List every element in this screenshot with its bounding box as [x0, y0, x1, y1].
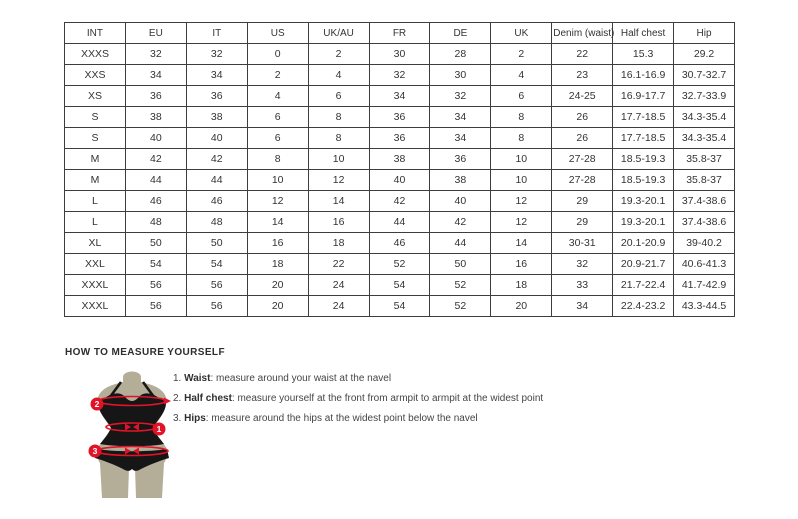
table-cell: 24 [308, 296, 369, 317]
table-cell: 39-40.2 [674, 233, 735, 254]
table-cell: 29.2 [674, 44, 735, 65]
table-row [65, 107, 735, 128]
table-cell: 6 [308, 86, 369, 107]
table-cell: 38 [430, 170, 491, 191]
table-cell: 40 [186, 128, 247, 149]
column-header: Denim (waist) [552, 23, 613, 44]
table-cell: 18.5-19.3 [613, 149, 674, 170]
table-cell: 54 [369, 296, 430, 317]
column-header: INT [65, 23, 126, 44]
badge-3 [89, 445, 102, 458]
table-cell: 18 [247, 254, 308, 275]
size-table-body [65, 44, 735, 317]
column-header: IT [186, 23, 247, 44]
size-conversion-table [64, 22, 735, 317]
table-cell: 14 [491, 233, 552, 254]
table-cell: 4 [491, 65, 552, 86]
table-cell: 8 [247, 149, 308, 170]
measure-step: 1. Waist: measure around your waist at the navel [173, 373, 392, 384]
table-cell: 32 [369, 65, 430, 86]
table-cell: L [65, 191, 126, 212]
table-cell: 56 [186, 296, 247, 317]
table-cell: 33 [552, 275, 613, 296]
table-cell: 8 [491, 107, 552, 128]
table-row [65, 170, 735, 191]
table-cell: 16 [491, 254, 552, 275]
table-cell: 30 [369, 44, 430, 65]
table-cell: 52 [430, 275, 491, 296]
table-cell: 6 [247, 107, 308, 128]
table-cell: 32 [430, 86, 491, 107]
table-cell: 50 [125, 233, 186, 254]
table-row [65, 233, 735, 254]
table-cell: L [65, 212, 126, 233]
table-cell: 2 [491, 44, 552, 65]
table-cell: 18.5-19.3 [613, 170, 674, 191]
measure-step-label: Waist [184, 373, 211, 384]
table-cell: 46 [186, 191, 247, 212]
table-row [65, 44, 735, 65]
table-row [65, 254, 735, 275]
table-cell: 36 [369, 128, 430, 149]
table-cell: 44 [125, 170, 186, 191]
table-cell: 24 [308, 275, 369, 296]
measure-steps [173, 372, 543, 432]
table-cell: 44 [430, 233, 491, 254]
column-header: UK/AU [308, 23, 369, 44]
table-cell: 4 [247, 86, 308, 107]
table-cell: 30 [430, 65, 491, 86]
table-cell: 20 [491, 296, 552, 317]
table-cell: 42 [369, 191, 430, 212]
table-cell: 8 [308, 128, 369, 149]
table-cell: 44 [186, 170, 247, 191]
table-cell: 42 [186, 149, 247, 170]
table-row [65, 149, 735, 170]
table-cell: XL [65, 233, 126, 254]
column-header: FR [369, 23, 430, 44]
table-cell: 32 [552, 254, 613, 275]
table-cell: 2 [308, 44, 369, 65]
table-cell: 36 [430, 149, 491, 170]
table-cell: 35.8-37 [674, 170, 735, 191]
table-cell: 36 [369, 107, 430, 128]
table-cell: 52 [430, 296, 491, 317]
table-cell: 54 [369, 275, 430, 296]
column-header: US [247, 23, 308, 44]
table-cell: 36 [186, 86, 247, 107]
table-cell: XXL [65, 254, 126, 275]
table-cell: 34 [430, 107, 491, 128]
table-row [65, 86, 735, 107]
table-cell: 40 [369, 170, 430, 191]
table-cell: 19.3-20.1 [613, 212, 674, 233]
table-cell: 52 [369, 254, 430, 275]
table-cell: 4 [308, 65, 369, 86]
table-cell: 12 [308, 170, 369, 191]
table-cell: 6 [247, 128, 308, 149]
chest-arrow-right [164, 398, 171, 405]
table-cell: 26 [552, 128, 613, 149]
table-cell: 22 [308, 254, 369, 275]
table-cell: 34.3-35.4 [674, 107, 735, 128]
table-cell: 16.1-16.9 [613, 65, 674, 86]
table-cell: 14 [308, 191, 369, 212]
table-cell: 18 [491, 275, 552, 296]
table-cell: XS [65, 86, 126, 107]
table-row [65, 212, 735, 233]
table-cell: 48 [186, 212, 247, 233]
table-cell: 48 [125, 212, 186, 233]
table-cell: 40 [125, 128, 186, 149]
table-cell: 54 [125, 254, 186, 275]
table-cell: 30-31 [552, 233, 613, 254]
table-cell: 21.7-22.4 [613, 275, 674, 296]
table-cell: S [65, 128, 126, 149]
table-cell: 42 [430, 212, 491, 233]
table-cell: 20.9-21.7 [613, 254, 674, 275]
table-cell: 12 [491, 212, 552, 233]
table-cell: 38 [369, 149, 430, 170]
table-cell: 20 [247, 275, 308, 296]
measure-step-label: Hips [184, 413, 206, 424]
table-cell: 32 [125, 44, 186, 65]
mannequin-illustration [85, 370, 195, 502]
table-cell: 37.4-38.6 [674, 212, 735, 233]
table-cell: 12 [491, 191, 552, 212]
table-cell: 0 [247, 44, 308, 65]
table-cell: 42 [125, 149, 186, 170]
table-cell: 50 [186, 233, 247, 254]
table-cell: 20.1-20.9 [613, 233, 674, 254]
column-header: UK [491, 23, 552, 44]
table-cell: 34 [125, 65, 186, 86]
table-cell: 43.3-44.5 [674, 296, 735, 317]
badge-1 [153, 423, 166, 436]
table-cell: M [65, 170, 126, 191]
table-cell: 44 [369, 212, 430, 233]
table-cell: XXXL [65, 296, 126, 317]
table-cell: XXXL [65, 275, 126, 296]
table-cell: 46 [369, 233, 430, 254]
table-cell: 56 [125, 296, 186, 317]
table-cell: 34 [369, 86, 430, 107]
measurement-figure [85, 370, 195, 502]
svg-text:2: 2 [94, 399, 100, 409]
table-cell: 10 [247, 170, 308, 191]
table-cell: 30.7-32.7 [674, 65, 735, 86]
column-header: EU [125, 23, 186, 44]
table-cell: 15.3 [613, 44, 674, 65]
column-header: Hip [674, 23, 735, 44]
table-cell: 10 [308, 149, 369, 170]
table-cell: 34 [552, 296, 613, 317]
table-cell: 8 [308, 107, 369, 128]
table-cell: M [65, 149, 126, 170]
table-cell: 32.7-33.9 [674, 86, 735, 107]
measure-step: 3. Hips: measure around the hips at the widest point below the navel [173, 413, 478, 424]
table-cell: 35.8-37 [674, 149, 735, 170]
table-cell: 14 [247, 212, 308, 233]
table-cell: 23 [552, 65, 613, 86]
column-header: Half chest [613, 23, 674, 44]
table-cell: 16.9-17.7 [613, 86, 674, 107]
table-cell: 37.4-38.6 [674, 191, 735, 212]
table-cell: 10 [491, 149, 552, 170]
table-row [65, 296, 735, 317]
table-cell: 20 [247, 296, 308, 317]
table-cell: 38 [186, 107, 247, 128]
table-cell: XXS [65, 65, 126, 86]
svg-text:3: 3 [92, 446, 98, 456]
measure-step: 2. Half chest: measure yourself at the front from armpit to armpit at the widest point [173, 393, 544, 404]
table-cell: S [65, 107, 126, 128]
table-cell: 34 [430, 128, 491, 149]
table-cell: 54 [186, 254, 247, 275]
table-cell: XXXS [65, 44, 126, 65]
table-row [65, 275, 735, 296]
table-cell: 28 [430, 44, 491, 65]
table-cell: 36 [125, 86, 186, 107]
table-cell: 29 [552, 212, 613, 233]
table-cell: 34 [186, 65, 247, 86]
table-cell: 40.6-41.3 [674, 254, 735, 275]
measure-section-heading: HOW TO MEASURE YOURSELF [65, 347, 225, 358]
table-cell: 18 [308, 233, 369, 254]
table-cell: 6 [491, 86, 552, 107]
table-cell: 40 [430, 191, 491, 212]
table-cell: 27-28 [552, 149, 613, 170]
table-cell: 34.3-35.4 [674, 128, 735, 149]
table-cell: 38 [125, 107, 186, 128]
table-cell: 17.7-18.5 [613, 128, 674, 149]
table-cell: 17.7-18.5 [613, 107, 674, 128]
table-cell: 10 [491, 170, 552, 191]
table-row [65, 128, 735, 149]
table-cell: 26 [552, 107, 613, 128]
table-cell: 56 [186, 275, 247, 296]
table-cell: 19.3-20.1 [613, 191, 674, 212]
table-cell: 22 [552, 44, 613, 65]
table-cell: 46 [125, 191, 186, 212]
table-cell: 22.4-23.2 [613, 296, 674, 317]
table-row [65, 191, 735, 212]
column-header: DE [430, 23, 491, 44]
table-cell: 12 [247, 191, 308, 212]
badge-2 [91, 398, 104, 411]
table-cell: 56 [125, 275, 186, 296]
table-cell: 50 [430, 254, 491, 275]
table-cell: 29 [552, 191, 613, 212]
table-cell: 41.7-42.9 [674, 275, 735, 296]
measure-step-label: Half chest [184, 393, 232, 404]
table-cell: 8 [491, 128, 552, 149]
svg-text:1: 1 [156, 424, 162, 434]
table-cell: 24-25 [552, 86, 613, 107]
table-cell: 16 [308, 212, 369, 233]
size-table-header-row [65, 23, 735, 44]
table-cell: 16 [247, 233, 308, 254]
camisole-bodice [98, 393, 166, 446]
table-row [65, 65, 735, 86]
table-cell: 27-28 [552, 170, 613, 191]
table-cell: 2 [247, 65, 308, 86]
table-cell: 32 [186, 44, 247, 65]
